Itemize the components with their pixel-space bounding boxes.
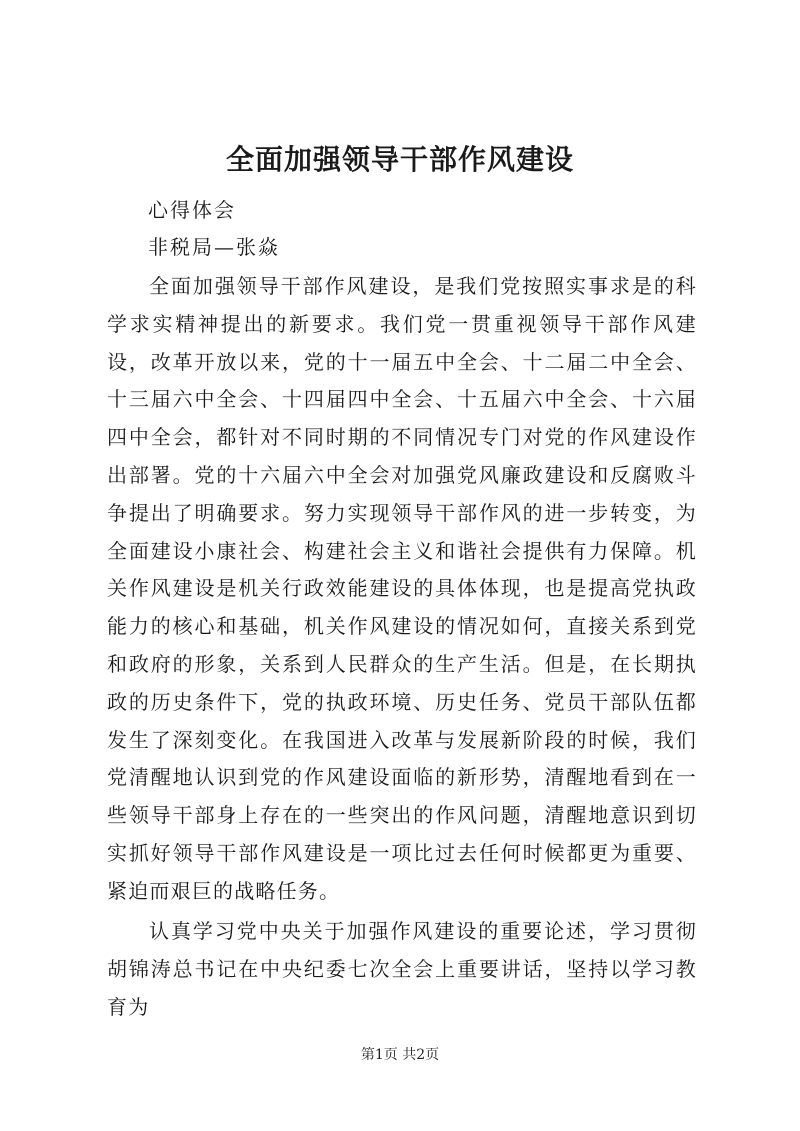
author-line: 非税局—张焱 [148,235,280,259]
document-title: 全面加强领导干部作风建设 [225,143,574,176]
document-subtitle: 心得体会 [148,198,236,222]
body-section-2 [107,913,697,1026]
page-number-footer: 第1页 共2页 [360,1047,440,1063]
paragraph-2: 认真学习党中央关于加强作风建设的重要论述，学习贯彻胡锦涛总书记在中央纪委七次全会上重要讲话，坚持以学习教育为 [107,919,697,1019]
body-section-1 [107,268,697,911]
paragraph-1: 全面加强领导干部作风建设，是我们党按照实事求是的科学求实精神提出的新要求。我们党一贯重视领导干部作风建设，改革开放以来，党的十一届五中全会、十二届二中全会、十三届六中全会、十四届四中全会、十五届六中全会、十六届四中全会，都针对不同时期的不同情况专门对党的作风建设作出部署。党的十六届六中全会对加强党风廉政建设和反腐败斗争提出了明确要求。努力实现领导干部作风的进一步转变，为全面建设小康社会、构建社会主义和谐社会提供有力保障。机关作风建设是机关行政效能建设的具体体现，也是提高党执政能力的核心和基础，机关作风建设的情况如何，直接关系到党和政府的形象，关系到人民群众的生产生活。但是，在长期执政的历史条件下，党的执政环境、历史任务、党员干部队伍都发生了深刻变化。在我国进入改革与发展新阶段的时候，我们党清醒地认识到党的作风建设面临的新形势，清醒地看到在一些领导干部身上存在的一些突出的作风问题，清醒地意识到切实抓好领导干部作风建设是一项比过去任何时候都更为重要、紧迫而艰巨的战略任务。 [107,274,697,903]
